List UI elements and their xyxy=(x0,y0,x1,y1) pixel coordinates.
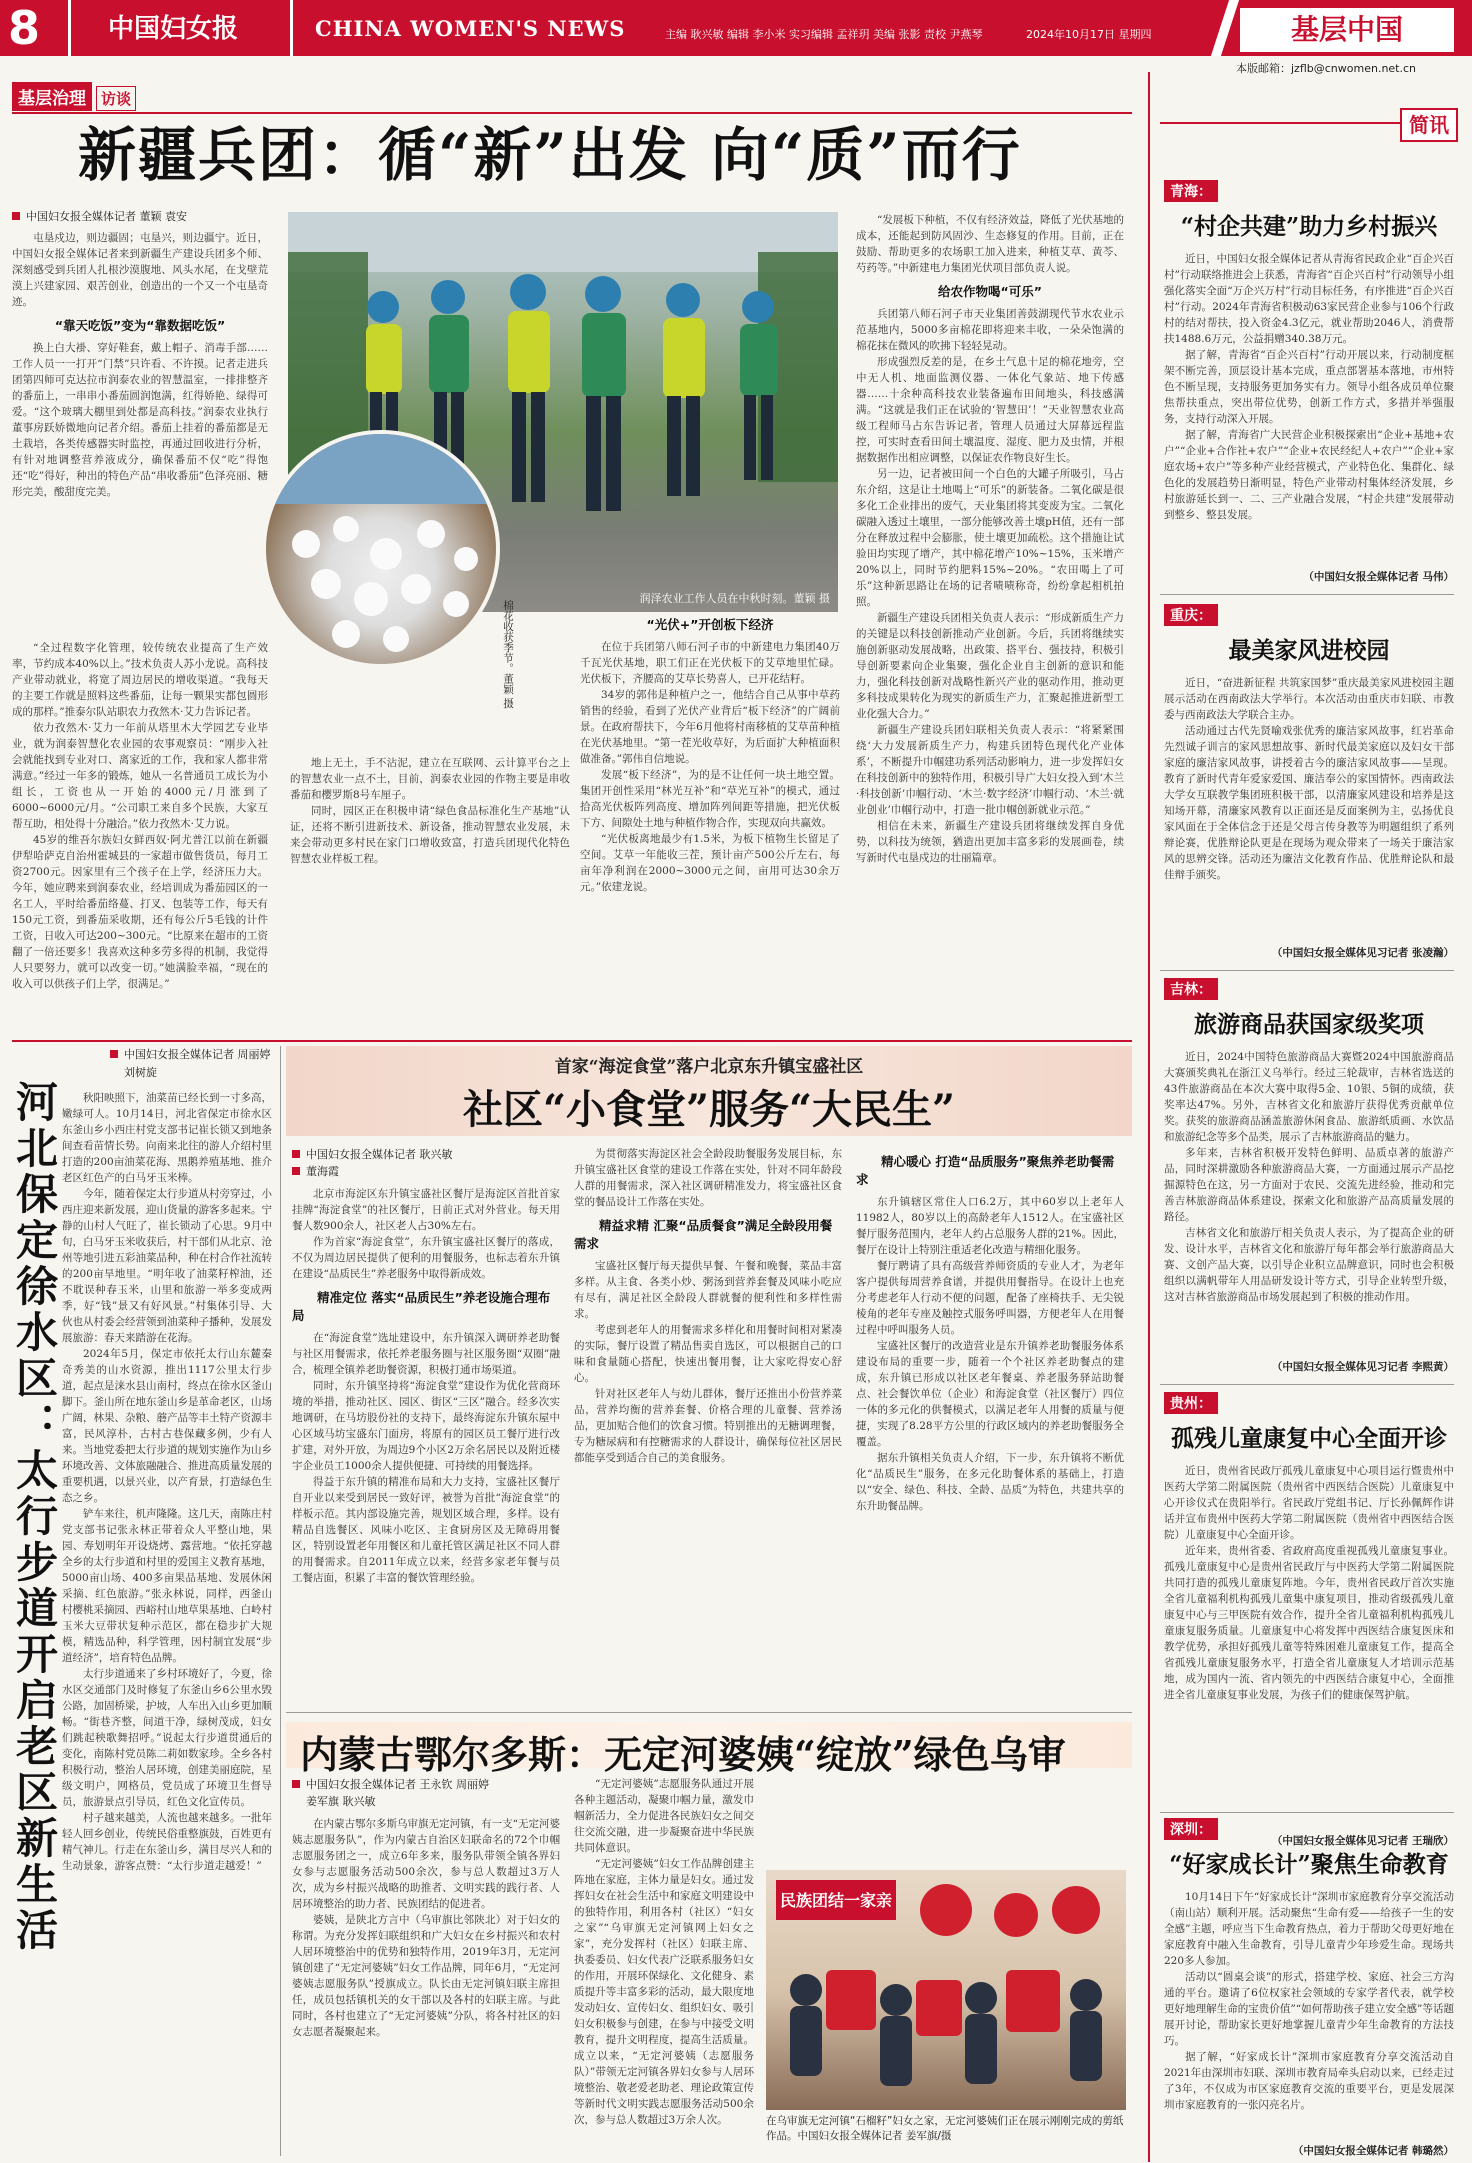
paragraph: 换上白大褂、穿好鞋套，戴上帽子、消毒手部……工作人员一一打开“门禁”只许看、不许摸。记者走进兵团第四师可克达拉市润泰农业的智慧温室，一排排整齐的番茄上，一串串小番茄圆润饱满，红得娇艳、绿得可爱。“这个玻璃大棚里到处都是高科技。”润泰农业执行董事房跃娇微地向记者介绍。番茄上挂着的番茄都是无土栽培，各类传感器实时监控，再通过回收进行分析，有针对地调整营养液成分，确保番茄不仅“吃”得饱还“吃”得好，种出的特色产品“串收番茄”色泽亮丽、糖形完美，酸甜度完美。 xyxy=(12,342,268,498)
brief-sign: （中国妇女报全媒体见习记者 张凌瀚） xyxy=(1271,947,1454,959)
paragraph: 10月14日下午“好家成长计”深圳市家庭教育分享交流活动（南山站）顺利开展。活动聚焦“生命有爱——给孩子一生的安全感”主题，呼应当下生命教育热点，着力于帮助父母更好地在家庭教育中融入生命教育，引导儿童青少年珍爱生命。现场共220多人参加。 xyxy=(1164,1891,1454,1967)
photo-sign: 民族团结一家亲 xyxy=(779,1891,893,1910)
paragraph: 考虑到老年人的用餐需求多样化和用餐时间相对紧凑的实际，餐厅设置了精品售卖自选区，可以根据自己的口味和食量随心搭配，快速出餐用餐，让大家吃得安心舒心。 xyxy=(574,1324,842,1384)
paragraph: 今年，随着保定太行步道从村旁穿过，小西庄迎来新发展，迎山货量的游客多起来。宁静的山村人气旺了，崔长锁动了心思。9月中旬，白马牙玉米收获后，村干部们从北京、沧州等地引进五彩油菜品种，种在村合作社流转的200亩旱地里。“明年收了油菜籽榨油，还不耽误种春玉米，山里和旅游一举多变成两季，好“钱”景又有好风景。”村集体引导、大伙也从村委会经营领到油菜种子播种，发展发展旅游：春天来踏游在花海。 xyxy=(62,1188,272,1344)
staff-line xyxy=(665,26,1151,42)
paragraph: 据了解，“好家成长计”深圳市家庭教育分享交流活动自2021年由深圳市妇联、深圳市教育局牵头启动以来，已经走过了3年，不仅成为市区家庭教育交流的重要平台，更是发展深圳市家庭教育的一张闪亮名片。 xyxy=(1164,2051,1454,2111)
brief-region-tag: 深圳： xyxy=(1164,1818,1218,1840)
paragraph: 近日，2024中国特色旅游商品大赛暨2024中国旅游商品大赛颁奖典礼在浙江义乌举行。经过三轮裁审，吉林省选送的43件旅游商品在本次大赛中取得5金、10银、5铜的成绩，获奖率达47%。另外，吉林省文化和旅游厅获得优秀贡献单位奖。获奖的旅游商品涵盖旅游休闲食品、旅游纸质画、水饮品和旅游纪念等多个品类，展示了吉林旅游商品的魅力。 xyxy=(1164,1051,1454,1143)
paragraph: “光伏板离地最少有1.5米，为板下植物生长留足了空间。艾草一年能收三茬，预计亩产500公斤左右，每亩年净利润在2000~3000元之间，亩用可达30余万元。”依建龙说。 xyxy=(580,833,840,893)
paragraph: 在内蒙古鄂尔多斯乌审旗无定河镇，有一支“无定河婆姨志愿服务队”，作为内蒙古自治区妇联命名的72个巾帼志愿服务团之一，成立6年多来，服务队带领全镇各界妇女参与志愿服务活动500余次，参与总人数超过3万人次，成为乡村振兴战略的助推者、文明实践的践行者、人居环境整治的助力者、民族团结的促进者。 xyxy=(292,1818,560,1910)
brief-title: “村企共建”助力乡村振兴 xyxy=(1180,213,1438,240)
paragraph: 近日，“奋进新征程 共筑家国梦”重庆最美家风进校园主题展示活动在西南政法大学举行。本次活动由重庆市妇联、市教委与西南政法大学联合主办。 xyxy=(1164,677,1454,721)
brief-title: 孤残儿童康复中心全面开诊 xyxy=(1171,1425,1447,1452)
canteen-col-3 xyxy=(856,1146,1124,1706)
paragraph: 45岁的维吾尔族妇女鲜西奴·阿尤普江以前在新疆伊犁哈萨克自治州霍城县的一家超市做售货员，每月工资2700元。因家里有三个孩子在上学，经济压力大。今年，她应聘来到润泰农业，经培训成为番茄园区的一名工人，平时给番茄络蔓、打叉、包装等工作，每天有150元工资，到番茄采收期，还有每公斤5毛钱的计件工资，日收入可达200~300元。“比原来在超市的工资翻了一倍还要多！我喜欢这种多劳多得的机制，我觉得人只要努力，就可以改变一切。”她满脸幸福，“现在的收入可以供孩子们上学，很满足。” xyxy=(12,834,268,990)
paragraph: 太行步道通来了乡村环境好了，今夏，徐水区交通部门及时修复了东釜山乡6公里水毁公路，加固桥梁，护坡，人车出入山乡更加顺畅。“街巷齐整，间道干净，绿树茂成，妇女们跳起秧歌舞招呼。”说起太行步道贯通后的变化，南陈村党员陈二莉如数家珍。全乡各村积极行动，整治人居环境，创建美丽庭院，星级文明户，网格员，党员成了环境卫生督导员，旅游景点引导员，红色文化宣传员。 xyxy=(62,1668,272,1808)
issue-date: 2024年10月17日 星期四 xyxy=(1025,28,1152,41)
lead-col-1 xyxy=(12,230,268,640)
paragraph: 近日，中国妇女报全媒体记者从青海省民政企业“百企兴百村”行动联络推进会上获悉，青海省“百企兴百村”行动领导小组强化落实全面“万企兴万村”行动目标任务，有序推进“百企兴百村”行动。2024年青海省积极动63家民营企业参与106个行政村的结对帮扶，投入资金4.3亿元，就业帮助2046人，消费帮扶1488.6万元，公益捐赠340.38万元。 xyxy=(1164,253,1454,345)
brief-sign: （中国妇女报全媒体见习记者 李熙黄） xyxy=(1271,1361,1454,1373)
mongolia-byline xyxy=(292,1776,560,1793)
lead-col-3 xyxy=(580,615,840,1030)
paragraph: 近年来，贵州省委、省政府高度重视孤残儿童康复事业。孤残儿童康复中心是贵州省民政厅与中医药大学第二附属医院共同打造的孤残儿童康复阵地。今年，贵州省民政厅首次实施全省儿童福利机构孤残儿童集中康复项目，推动省级孤残儿童康复中心与三甲医院有效合作，提升全省儿童福利机构孤残儿童康复服务质量。儿童康复中心将发挥中西医结合康复医床和教学优势，承担好孤残儿童等特殊困难儿童康复工作，提高全省孤残儿童康复服务水平，打造全省儿童康复人才培训示范基地，成为国内一流、省内领先的中西医结合康复中心，全面推进全省儿童康复事业发展，为孩子们的健康保驾护航。 xyxy=(1164,1545,1454,1701)
subheading: “靠天吃饭”变为“靠数据吃饭” xyxy=(54,318,226,333)
paragraph: 宝盛社区餐厅的改造营业是东升镇养老助餐服务体系建设布局的重要一步，随着一个个社区养老助餐点的建成，东升镇已形成以社区老年餐桌、养老服务驿站助餐点、社会餐饮单位（企业）和海淀食堂（社区餐厅）四位一体的多元化的供餐模式，以满足老年人用餐的质量与便捷，实现了8.28平方公里的行政区域内的养老助餐服务全覆盖。 xyxy=(856,1340,1124,1448)
canteen-headline: 社区“小食堂”服务“大民生” xyxy=(462,1086,956,1133)
paragraph: 屯垦戍边，则边疆固；屯垦兴，则边疆宁。近日，中国妇女报全媒体记者来到新疆生产建设兵团多个师、深刻感受到兵团人扎根沙漠腹地、风头水尾，在戈壁荒漠上兴建家园、艰苦创业，创造出的一个又一个屯垦奇迹。 xyxy=(12,232,268,308)
paragraph: 为贯彻落实海淀区社会全龄段助餐服务发展目标，东升镇宝盛社区食堂的建设工作落在实处，针对不同年龄段人群的用餐需求，深入社区调研精准发力，将宝盛社区食堂的餐品设计工作落在实处。 xyxy=(574,1148,842,1208)
byline-text: 中国妇女报全媒体记者 王永钦 周丽婷 xyxy=(306,1778,489,1791)
divider xyxy=(1148,72,1150,2162)
paragraph: 吉林省文化和旅游厅相关负责人表示，为了提高企业的研发、设计水平，吉林省文化和旅游厅每年都会举行旅游商品大赛、文创产品大赛，以引导企业积立品牌意识，同时也会积极组织以满帆带年人用品研发设计等方式，引导企业转型升级，这对吉林省旅游商品市场发展起到了积极的推动作用。 xyxy=(1164,1227,1454,1303)
paragraph: 秋阳映照下，油菜苗已经长到一寸多高，嫩绿可人。10月14日，河北省保定市徐水区东釜山乡小西庄村党支部书记崔长锁又到地条间查看苗情长势。向南来北往的游人介绍村里打造的200亩油菜花海、黑鹅养殖基地、推介老区红色产的白马牙玉米棒。 xyxy=(62,1092,272,1184)
paragraph: 近日，贵州省民政厅孤残儿童康复中心项目运行暨贵州中医药大学第二附属医院（贵州省中西医结合医院）儿童康复中心开诊仪式在贵阳举行。省民政厅党组书记、厅长孙佩辉作讲话并宣布贵州中医药大学第二附属医院（贵州省中西医结合医院）儿童康复中心全面开诊。 xyxy=(1164,1465,1454,1541)
paragraph: 北京市海淀区东升镇宝盛社区餐厅是海淀区首批首家挂牌“海淀食堂”的社区餐厅，日前正式对外营业。每天用餐人数900余人，社区老人占30%左右。 xyxy=(292,1188,560,1232)
lead-col-1b xyxy=(12,640,268,1030)
hebei-byline xyxy=(110,1046,271,1063)
paragraph: “无定河婆姨”妇女工作品牌创建主阵地在家庭，主体力量是妇女。通过发挥妇女在社会生活中和家庭文明建设中的独特作用，利用各村（社区）“妇女之家”“乌审旗无定河镇网上妇女之家”，充分发挥村（社区）妇联主席、执委委员、妇女代表广泛联系服务妇女的作用，开展环保绿化、文化健身、素质提升等丰富多彩的活动，最大限度地发动妇女、宣传妇女、组织妇女、吸引妇女积极参与创建，在参与中接受文明教育，提升文明程度，提高生活质量。成立以来，“无定河婆姨（志愿服务队）”带领无定河镇各界妇女参与人居环境整治、敬老爱老助老、理论政策宣传等新时代文明实践志愿服务活动500余次，参与总人数超过3万余人次。 xyxy=(574,1858,754,2126)
masthead-divider xyxy=(290,0,293,56)
paragraph: 针对社区老年人与幼儿群体，餐厅还推出小份营养菜品，营养均衡的营养套餐、价格合理的儿童餐、营养汤品，更加贴合他们的饮食习惯。特别推出的无糖调理餐，专为糖尿病和有控糖需求的人群设计，确保每位社区居民都能享受到适合自己的美食服务。 xyxy=(574,1388,842,1464)
paragraph: 活动通过古代先贤喻戏张优秀的廉洁家风故事，红岩革命先烈诚子训言的家风思想故事、新时代最美家庭以及妇女干部家庭的廉洁家风故事，讲授着古今的廉洁家风故事——呈现。教育了新时代青年爱家爱国、廉洁奉公的家国情怀。西南政法大学女互联教学集团班积极干部，以清廉家风建设和培养是这知场开幕，清廉家风教育以正面还是反面案例为主，弘扬优良家风面在于全体信念于还是父母言传身教等为明题组织了系列辩论赛，优胜辩论队更是在现场为观众带来了一场关于廉洁家风的思辨交锋。活动还为廉洁文化教育作品、优胜辩论队和最佳辩手颁奖。 xyxy=(1164,725,1454,881)
paragraph: 宝盛社区餐厅每天提供早餐、午餐和晚餐，菜品丰富多样。从主食、各类小炒、粥汤到营养套餐及风味小吃应有尽有，满足社区全龄段人群就餐的便利性和多样性需求。 xyxy=(574,1260,842,1320)
lead-col-4 xyxy=(856,212,1124,1030)
hebei-body xyxy=(62,1090,272,2155)
brief-region-tag: 青海： xyxy=(1164,180,1218,202)
canteen-col-2 xyxy=(574,1146,842,1706)
paragraph: 2024年5月，保定市依托太行山东麓秦奇秀美的山水资源，推出1117公里太行步道，起点是涞水县山南村，终点在徐水区釜山脚下。釜山所在地东釜山乡是革命老区，山场广阔，林果、杂粮、蘑产品等丰土特产资源丰富，民风淳朴，古村古巷保藏多例，少有人来。当地党委把太行步道的规划实施作为山乡环境改善、文体旅融融合、推进高质量发展的重要机遇，以景兴业，以产育景，打造绿色生态之乡。 xyxy=(62,1348,272,1504)
brief-sign: （中国妇女报全媒体见习记者 王瑞欣） xyxy=(1271,1835,1454,1847)
paragraph: 同时，园区正在积极申请“绿色食品标准化生产基地”认证，还将不断引进新技术、新设备，推动智慧农业发展，未来会带动更多村民在家门口增收致富，打造兵团现代化特色智慧农业样板工程。 xyxy=(290,805,570,865)
brief-body xyxy=(1164,1049,1454,1359)
brief-region-tag: 重庆： xyxy=(1164,604,1218,626)
canteen-byline-2 xyxy=(292,1163,560,1180)
paragraph: 婆姨，是陕北方言中（乌审旗比邻陕北）对于妇女的称谓。为充分发挥妇联组织和广大妇女在乡村振兴和农村人居环境整治中的优势和独特作用，2019年3月，无定河镇创建了“无定河婆姨”妇女工作品牌，同年6月，“无定河婆姨志愿服务队”授旗成立。队长由无定河镇妇联主席担任，成员包括镇机关的女干部以及各村的妇联主席。与此同时，各村也建立了“无定河婆姨”分队，将各村社区的妇女志愿者凝聚起来。 xyxy=(292,1914,560,2038)
brief-shenzhen xyxy=(1164,1818,1454,2158)
paragraph: 据了解，青海省广大民营企业积极探索出“企业+基地+农户”“企业+合作社+农户”“企业+农民经纪人+农户”“企业+家庭农场+农户”等多种产业经营模式，产业特色化、集群化、绿色化的发展趋势日渐明显，特色产业带动村集体经济发展，乡村旅游延长到一、二、三产业融合发展，“村企共建”发展带动到整乡、整县发展。 xyxy=(1164,429,1454,521)
mongolia-col-1 xyxy=(292,1776,560,2158)
brief-sign: （中国妇女报全媒体记者 韩璐然） xyxy=(1292,2145,1454,2157)
paragraph: 铲车来往，机声隆隆。这几天，南陈庄村党支部书记张永林正带着众人平整山地，果园、寿划明年开设烧烤、露营地。“依托穿越全乡的太行步道和村里的爱国主义教育基地，5000亩山场、400多亩果品基地、发展休闲采摘、红色旅游。”张永林说，同样，西釜山村樱桃采摘园、西峪村山地草果基地、白岭村玉米大豆带状复种示范区，都在稳步扩大规模，精选品种，科学管理，因村制宜发展“步道经济”，培育特色品牌。 xyxy=(62,1508,272,1664)
paragraph: “全过程数字化管理，较传统农业提高了生产效率，节约成本40%以上。”技术负责人苏小龙说。高科技产业带动就业，将宽了周边居民的增收渠道。“我每天的主要工作就是照料这些番茄，让每一颗果实都包圆形成的那样。”推泰尔队站职农力孜然木·艾力告诉记者。 xyxy=(12,642,268,718)
briefs-header: 简讯 xyxy=(1400,108,1458,142)
canteen-col-1 xyxy=(292,1146,560,1706)
canteen-byline xyxy=(292,1146,560,1163)
brief-body xyxy=(1164,251,1454,569)
paragraph: 多年来，吉林省积极开发特色鲜明、品质卓著的旅游产品，同时深耕激励各种旅游商品大赛，一方面通过展示产品挖掘源特色在这，另一方面对于农民、交流先进经验，推动和完善吉林旅游商品体系建设，探索文化和旅游产品高质量发展的路径。 xyxy=(1164,1147,1454,1223)
divider xyxy=(12,1040,1132,1042)
paragraph: 同时，东升镇坚持将“海淀食堂”建设作为优化营商环境的举措，推动社区、园区、街区“三区”融合。经多次实地调研，在马坊股份社的支持下，最终海淀东升镇东屋中心区域马坊宝盛东门面房，将原有的园区员工餐厅进行改扩建，对外开放，为周边9个小区2万余名居民以及附近楼宇企业员工1000余人提供便捷、可持续的用餐选择。 xyxy=(292,1380,560,1472)
page-number: 8 xyxy=(8,1,41,55)
hebei-byline-2: 刘树旋 xyxy=(124,1066,157,1079)
brief-body xyxy=(1164,1889,1454,2143)
bullet-square xyxy=(292,1780,300,1788)
mongolia-photo-caption: 在乌审旗无定河镇“石榴籽”妇女之家，无定河婆姨们正在展示刚刚完成的剪纸作品。中国妇女报全媒体记者 姜军旗/摄 xyxy=(766,2115,1124,2142)
mongolia-photo xyxy=(766,1870,1126,2110)
divider xyxy=(1160,1384,1454,1385)
brief-sign: （中国妇女报全媒体记者 马伟） xyxy=(1303,571,1454,583)
paragraph: 新疆生产建设兵团妇联相关负责人表示：“将紧紧围绕‘大力发展新质生产力，构建兵团特色现代化产业体系’，不断提升巾帼建功系列活动影响力，进一步发挥妇女在科技创新中的独特作用，积极引导广大妇女投入到‘木兰·科技创新’巾帼行动、‘木兰·数字经济’巾帼行动、‘木兰·就业创业’巾帼行动中，打造一批巾帼创新就业示范。” xyxy=(856,724,1124,816)
paragraph: 新疆生产建设兵团相关负责人表示：“形成新质生产力的关键是以科技创新推动产业创新。今后，兵团将继续实施创新驱动发展战略，出政策、搭平台、强技持，积极引导创新要素向企业集聚，强化企业自主创新的意识和能力，强化科技创新对战略性新兴产业的驱动作用，推动更多科技成果转化为现实的新质生产力，汇聚起推进新型工业化强大合力。” xyxy=(856,612,1124,720)
subheading: 精益求精 汇聚“品质餐食”满足全龄段用餐需求 xyxy=(574,1218,833,1251)
staff-names: 主编 耿兴敏 编辑 李小米 实习编辑 孟祥玥 美编 张影 责校 尹燕琴 xyxy=(665,28,983,41)
hebei-headline: 河北保定徐水区：太行步道开启老区新生活 xyxy=(10,1080,59,1954)
section-name: 基层中国 xyxy=(1240,8,1454,52)
papercut-women-illustration xyxy=(766,1870,1126,2110)
brief-title: 最美家风进校园 xyxy=(1228,637,1390,664)
divider xyxy=(280,1046,281,2156)
column-tag-sub: 访谈 xyxy=(96,86,136,111)
lead-headline: 新疆兵团：循“新”出发 向“质”而行 xyxy=(78,121,1022,189)
paragraph: 形成强烈反差的是，在乡土气息十足的棉花地旁，空中无人机、地面监测仪器、一体化气象站、地下传感器……十余种高科技农业装备遍布田间地头，科技感满满。“这就是我们正在试验的‘智慧田’！”天业智慧农业高级工程师马占东告诉记者，管理人员通过大屏幕远程监控，可实时查看田间土壤温度、湿度、肥力及虫情，并根据数据作出相应调整，以保证农作物良好生长。 xyxy=(856,356,1124,464)
divider xyxy=(1160,1812,1454,1813)
divider xyxy=(1160,970,1454,971)
brief-guizhou xyxy=(1164,1392,1454,1848)
brief-chongqing xyxy=(1164,604,1454,960)
editor-email: 本版邮箱：jzflb@cnwomen.net.cn xyxy=(1236,62,1417,75)
paragraph: 依力孜然木·艾力一年前从塔里木大学园艺专业毕业，就为润泰智慧化农业园的农事观察员：“刚步入社会就能找到专业对口、离家近的工作，我和家人都非常满意。”经过一年多的锻炼，她从一名普通员工成长为小组长，工资也从一开始的4000元/月涨到了6000~6000元/月。“公司职工来自多个民族，大家互帮互助，相处得十分融洽。”依力孜然木·艾力说。 xyxy=(12,722,268,830)
mongolia-col-2 xyxy=(574,1776,754,2158)
brief-title: “好家成长计”聚焦生命教育 xyxy=(1169,1851,1449,1878)
byline-text: 中国妇女报全媒体记者 周丽婷 xyxy=(124,1048,271,1061)
brief-region-tag: 贵州： xyxy=(1164,1392,1218,1414)
lead-byline xyxy=(12,208,187,225)
paragraph: 相信在未来，新疆生产建设兵团将继续发挥自身优势，以科技为统领，猶造出更加丰富多彩的发展画卷，续写新时代屯垦戍边的壮丽篇章。 xyxy=(856,820,1124,864)
byline-text: 董海霞 xyxy=(306,1165,339,1178)
bullet-square xyxy=(292,1167,300,1175)
column-tag-main: 基层治理 xyxy=(12,82,92,111)
brief-body xyxy=(1164,1463,1454,1833)
bullet-square xyxy=(12,212,20,220)
subheading: 精心暖心 打造“品质服务”聚焦养老助餐需求 xyxy=(856,1154,1115,1187)
paragraph: 作为首家“海淀食堂”，东升镇宝盛社区餐厅的落成，不仅为周边居民提供了便利的用餐服务，也标志着东升镇在建设“品质民生”养老服务中取得新成效。 xyxy=(292,1236,560,1280)
byline-text: 中国妇女报全媒体记者 董颖 袁安 xyxy=(26,210,187,223)
brief-body xyxy=(1164,675,1454,945)
paragraph: 在“海淀食堂”选址建设中，东升镇深入调研养老助餐与社区用餐需求，依托养老服务圈与社区服务圈“双圈”融合，梳理全镇养老助餐资源，积极打通市场渠道。 xyxy=(292,1332,560,1376)
divider xyxy=(286,1712,1132,1713)
bullet-square xyxy=(110,1050,118,1058)
brief-qinghai xyxy=(1164,180,1454,584)
brief-region-tag: 吉林： xyxy=(1164,978,1218,1000)
byline-text: 中国妇女报全媒体记者 耿兴敏 xyxy=(306,1148,453,1161)
cotton-illustration xyxy=(266,434,496,664)
paragraph: 活动以“圆桌会谈”的形式，搭建学校、家庭、社会三方沟通的平台。邀请了6位权家社会领域的专家学者代表，就学校更好地理解生命的宝贵价值”“如何帮助孩子建立安全感”等话题展开讨论，帮助家长更好地掌握儿童青少年生命教育的方法技巧。 xyxy=(1164,1971,1454,2047)
paper-name: 中国妇女报 xyxy=(108,14,239,44)
paragraph: 餐厅聘请了具有高级营养师资质的专业人才，为老年客户提供每周营养食谱，并提供用餐指导。在设计上也充分考虑老年人行动不便的问题，配备了座椅扶手、无尖锐棱角的老年专座及触控式服务呼叫器，方便老年人在用餐过程中呼叫服务人员。 xyxy=(856,1260,1124,1336)
lead-photo-cotton xyxy=(262,430,500,668)
paragraph: 村子越来越美，人流也越来越多。一批年轻人回乡创业，传统民俗重整旗鼓，百姓更有精气神儿。行走在东釜山乡，满目尽兴人和的生动景象，游客点赞：“太行步道走越爱！” xyxy=(62,1812,272,1872)
paragraph: 34岁的郭伟是种植户之一，他结合自己从事中草药销售的经验，看到了光伏产业背后“板下经济”的广阔前景。在政府帮扶下，今年6月他将村南移植的艾草苗种植在光伏基地里。“第一茬光收草好，为后面扩大种植面积做准备。”郭伟自信地说。 xyxy=(580,689,840,765)
bullet-square xyxy=(292,1150,300,1158)
column-tag xyxy=(12,82,136,110)
canteen-kicker: 首家“海淀食堂”落户北京东升镇宝盛社区 xyxy=(554,1057,864,1077)
lead-col-2 xyxy=(290,755,570,1030)
divider xyxy=(1160,594,1454,595)
photo-caption: 润泽农业工作人员在中秋时刻。董颖 摄 xyxy=(639,592,830,605)
paragraph: “发展板下种植，不仅有经济效益，降低了光伏基地的成本，还能起到防风固沙、生态修复的作用。目前，正在鼓励、帮助更多的农场职工加入进来，种植艾草、黄芩、芍药等。”中新建电力集团光伏项目部负责人说。 xyxy=(856,214,1124,274)
paragraph: 得益于东升镇的精准布局和大力支持，宝盛社区餐厅自开业以来受到居民一致好评，被誉为首批“海淀食堂”的样板示范。其内部设施完善，规划区域合理，多样。设有精品自选餐区、风味小吃区、主食厨房区及无障碍用餐区，特别设置老年用餐区和儿童托管区满足社区不同人群的用餐需求。自2011年成立以来，经营多家老年餐与员工餐店面，积累了丰富的餐饮管理经验。 xyxy=(292,1476,560,1584)
paragraph: “无定河婆姨”志愿服务队通过开展各种主题活动，凝聚巾帼力量，激发巾帼新活力，全力促进各民族妇女之间交往交流交融，进一步凝聚奋进中华民族共同体意识。 xyxy=(574,1778,754,1854)
masthead-divider xyxy=(68,0,71,56)
paragraph: 东升镇辖区常住人口6.2万，其中60岁以上老年人11982人，80岁以上的高龄老年人1512人。在宝盛社区餐厅服务范围内，老年人约占总服务人群的21%。因此，餐厅在设计上特别注重适老化改造与精细化服务。 xyxy=(856,1196,1124,1256)
paragraph: 另一边，记者被田间一个白色的大罐子所吸引，马占东介绍，这是让土地喝上“可乐”的新装备。二氧化碳是很多化工企业排出的废气，天业集团将其变废为宝。二氧化碳融入透过土壤里，一部分能够改善土壤pH值，还有一部分在释放过程中会膨胀，使土壤更加疏松。这个措施让试验田均实现了增产，其中棉花增产10%~15%，玉米增产20%以上，同时节约肥料15%~20%。“农田喝上了可乐”这种新思路让在场的记者啧啧称奇，纷纷拿起相机拍照。 xyxy=(856,468,1124,608)
mongolia-byline-2: 姜军旗 耿兴敏 xyxy=(306,1795,376,1808)
paper-name-en: CHINA WOMEN'S NEWS xyxy=(315,16,626,41)
cotton-caption: 棉花收获季节。董颖 摄 xyxy=(502,600,514,709)
subheading: 精准定位 落实“品质民生”养老设施合理布局 xyxy=(292,1290,551,1323)
subheading: “光伏+”开创板下经济 xyxy=(646,617,774,632)
paragraph: 发展“板下经济”，为的是不让任何一块土地空置。集团开创性采用“林光互补”和“草光互补”的模式，通过拾高光伏板阵列高度、增加阵列间距等措施，把光伏板下方、间隙处土地与种植作物合作，实现双向共赢效。 xyxy=(580,769,840,829)
paragraph: 据东升镇相关负责人介绍，下一步，东升镇将不断优化“品质民生”服务，在多元化助餐体系的基础上，打造以“安全、绿色、科技、全龄、品质”为特色，共建共享的东升助餐品牌。 xyxy=(856,1452,1124,1512)
paragraph: 据了解，青海省“百企兴百村”行动开展以来，行动制度框架不断完善，顶层设计基本完成，重点部署基本落地，市州特色不断呈现，支持服务更加务实有力。领导小组各成员单位聚焦帮扶重点，突出带位优势，创新工作方式，多措并举强服务，支持行动深入开展。 xyxy=(1164,349,1454,425)
subheading: 给农作物喝“可乐” xyxy=(938,284,1042,299)
brief-jilin xyxy=(1164,978,1454,1374)
paragraph: 在位于兵团第八师石河子市的中新建电力集团40万千瓦光伏基地，职工们正在光伏板下的艾草地里忙碌。光伏板下，齐腰高的艾草长势喜人，已开花结籽。 xyxy=(580,641,840,685)
paragraph: 地上无土，手不沾泥，建立在互联网、云计算平台之上的智慧农业一点不土，目前，润泰农业园的作物主要是串收番茄和樱罗斯8号车厘子。 xyxy=(290,757,570,801)
paragraph: 兵团第八师石河子市天业集团善鼓湖现代节水农业示范基地内，5000多亩棉花即将迎来丰收，一朵朵饱满的棉花抹在微风的吹拂下轻轻晃动。 xyxy=(856,308,1124,352)
brief-title: 旅游商品获国家级奖项 xyxy=(1194,1011,1424,1038)
mongolia-headline: 内蒙古鄂尔多斯：无定河婆姨“绽放”绿色乌审 xyxy=(300,1732,1066,1777)
